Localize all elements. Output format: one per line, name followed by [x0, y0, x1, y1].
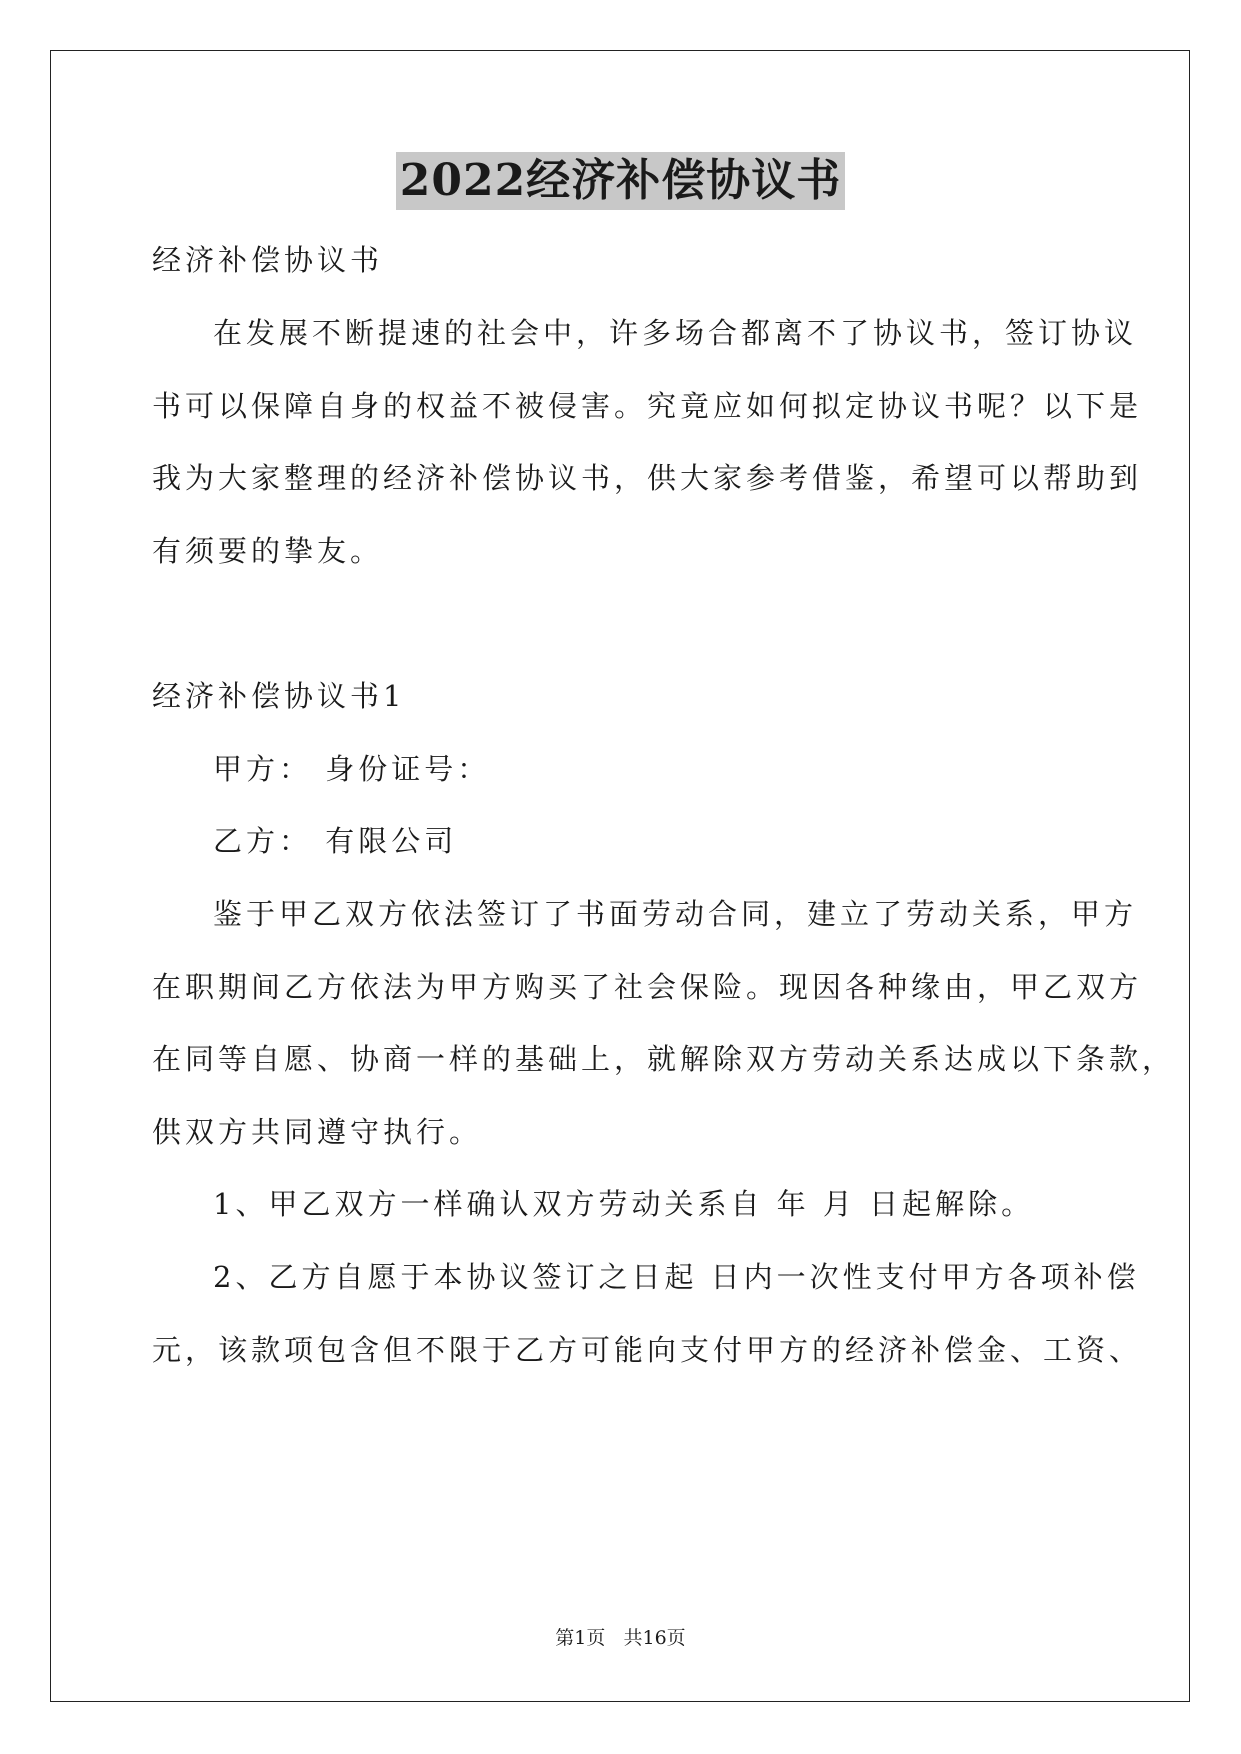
section-heading: 经济补偿协议书1 — [152, 679, 406, 713]
document-title: 2022经济补偿协议书 — [396, 152, 845, 210]
body-line: 在职期间乙方依法为甲方购买了社会保险。现因各种缘由，甲乙双方 — [152, 970, 1143, 1004]
subtitle: 经济补偿协议书 — [152, 243, 384, 277]
body-line: 鉴于甲乙双方依法签订了书面劳动合同，建立了劳动关系，甲方 — [213, 897, 1138, 931]
party-b-line: 乙方： 有限公司 — [213, 824, 458, 858]
clause-1: 1、甲乙双方一样确认双方劳动关系自 年 月 日起解除。 — [213, 1187, 1035, 1221]
body-line: 在同等自愿、协商一样的基础上，就解除双方劳动关系达成以下条款， — [152, 1042, 1176, 1076]
intro-line: 在发展不断提速的社会中，许多场合都离不了协议书，签订协议 — [213, 316, 1138, 350]
page-number-footer: 第1页 共16页 — [555, 1627, 686, 1649]
title-container — [0, 152, 1241, 210]
clause-2-line: 元，该款项包含但不限于乙方可能向支付甲方的经济补偿金、工资、 — [152, 1333, 1143, 1367]
body-line: 供双方共同遵守执行。 — [152, 1115, 483, 1149]
party-a-line: 甲方： 身份证号： — [213, 752, 491, 786]
clause-2-line: 2、乙方自愿于本协议签订之日起 日内一次性支付甲方各项补偿 — [213, 1260, 1140, 1294]
intro-line: 有须要的挚友。 — [152, 534, 384, 568]
page-border — [50, 50, 1190, 1702]
intro-line: 书可以保障自身的权益不被侵害。究竟应如何拟定协议书呢？以下是 — [152, 389, 1143, 423]
intro-line: 我为大家整理的经济补偿协议书，供大家参考借鉴，希望可以帮助到 — [152, 461, 1143, 495]
